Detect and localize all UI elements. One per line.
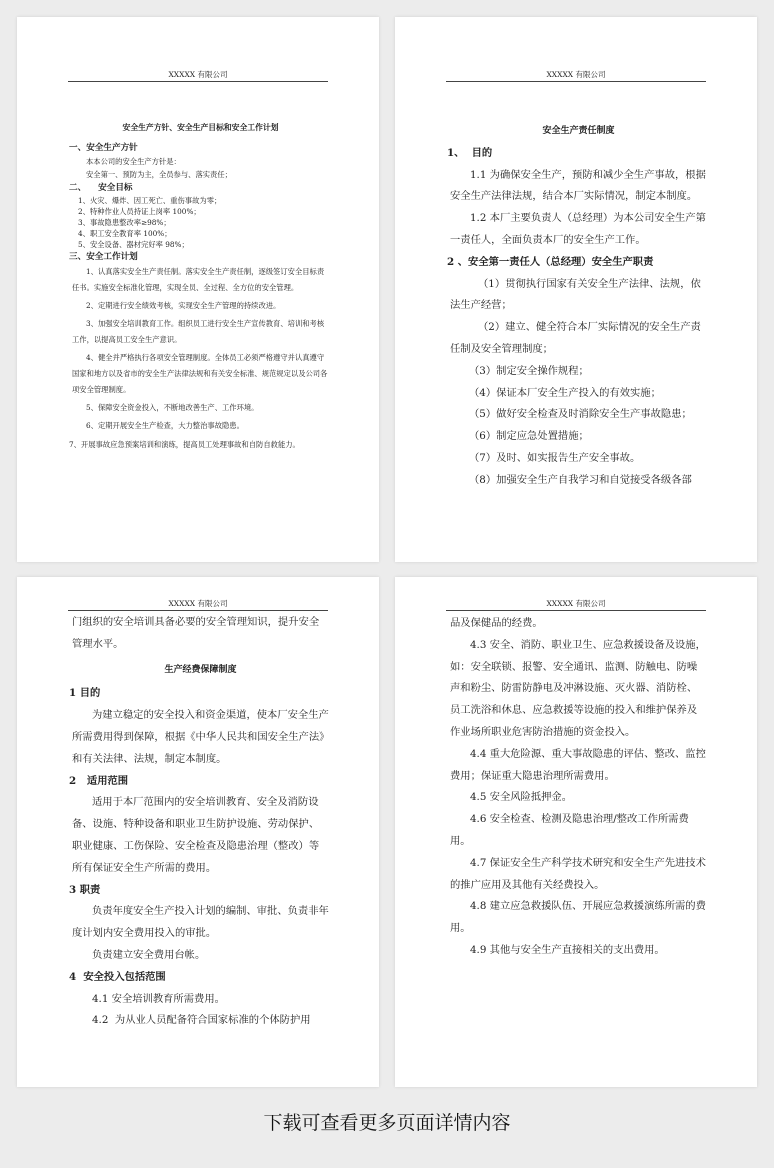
paragraph: 1.1 为确保安全生产，预防和减少全生产事故，根据安全生产法律法规，结合本厂实际情况，制定本制度。 (450, 168, 706, 203)
page-header: XXXXX 有限公司 (68, 69, 328, 82)
paragraph: 为建立稳定的安全投入和资金渠道，使本厂安全生产所需费用得到保障，根据《中华人民共和国安全生产法》和有关法律、法规，制定本制度。 (72, 709, 329, 765)
paragraph: 2、定期进行安全绩效考核，实现安全生产管理的持续改进。 (86, 301, 281, 310)
list-item: 4、职工安全教育率 100%； (78, 229, 172, 238)
section-heading: 2 适用范围 (69, 774, 129, 787)
paragraph: 1.2 本厂主要负责人（总经理）为本公司安全生产第一责任人，全面负责本厂的安全生产工作。 (450, 212, 706, 246)
section-heading: 二、 安全目标 (69, 183, 133, 193)
list-item: （6）制定应急处置措施； (469, 430, 589, 443)
list-item: 1、火灾、爆炸、因工死亡、重伤事故为零； (78, 196, 222, 205)
page-body (450, 613, 707, 962)
paragraph: 门组织的安全培训具备必要的安全管理知识，提升安全管理水平。 (72, 616, 320, 650)
list-item: 3、事故隐患整改率≥98%； (78, 218, 171, 227)
paragraph: 4.2 为从业人员配备符合国家标准的个体防护用 (92, 1014, 311, 1027)
paragraph: 4.8 建立应急救援队伍、开展应急救援演练所需的费用。 (450, 900, 706, 935)
list-item: （4）保证本厂安全生产投入的有效实施； (469, 386, 661, 399)
list-item: （5）做好安全检查及时消除安全生产事故隐患； (469, 408, 692, 421)
section-heading: 1 目的 (69, 687, 101, 700)
section-heading: 3 职责 (69, 883, 101, 896)
section-heading: 三、安全工作计划 (69, 252, 138, 262)
paragraph: 负责建立安全费用台帐。 (92, 948, 206, 961)
paragraph: 5、保障安全资金投入，不断地改善生产、工作环境。 (86, 403, 259, 412)
document-title: 生产经费保障制度 (164, 664, 237, 675)
paragraph: 适用于本厂范围内的安全培训教育、安全及消防设备、设施、特种设备和职业卫生防护设施、劳动保护、职业健康、工伤保险、安全检查及隐患治理（整改）等所有保证安全生产所需的费用。 (72, 796, 320, 874)
list-item: （7）及时、如实报告生产安全事故。 (469, 451, 641, 464)
paragraph: 品及保健品的经费。 (450, 617, 543, 629)
list-item: 2、特种作业人员持证上岗率 100%； (78, 207, 201, 216)
text-line: 本本公司的安全生产方针是： (86, 157, 181, 166)
document-title: 安全生产方针、安全生产目标和安全工作计划 (122, 123, 279, 132)
paragraph: 4.6 安全检查、检测及隐患治理/整改工作所需费用。 (450, 813, 689, 847)
document-title: 安全生产责任制度 (542, 126, 615, 136)
page-body (69, 612, 329, 1032)
paragraph: 4.3 安全、消防、职业卫生、应急救援设备及设施，如：安全联锁、报警、安全通讯、监测、防触电、防噪声和粉尘、防雷防静电及冲淋设施、灭火器、消防栓、员工洗浴和休息、应急救援等设施的投入和维护保养及作业场所职业危害防治措施的资金投入。 (450, 638, 706, 738)
paragraph: 4.4 重大危险源、重大事故隐患的评估、整改、监控费用；保证重大隐患治理所需费用。 (450, 747, 706, 782)
list-item: （1）贯彻执行国家有关安全生产法律、法规，依法生产经营； (450, 277, 701, 312)
document-page-2 (395, 17, 757, 562)
paragraph: 3、加强安全培训教育工作。组织员工进行安全生产宣传教育、培训和考核工作，以提高员工安全生产意识。 (72, 319, 325, 344)
paragraph: 4.7 保证安全生产科学技术研究和安全生产先进技术的推广应用及其他有关经费投入。 (450, 856, 706, 891)
download-caption: 下载可查看更多页面详情内容 (263, 1112, 511, 1134)
list-item: （8）加强安全生产自我学习和自觉接受各级各部 (469, 473, 692, 486)
page-body (69, 121, 329, 454)
paragraph: 7、开展事故应急预案培训和演练，提高员工处理事故和自防自救能力。 (69, 440, 300, 449)
paragraph: 4、健全并严格执行各项安全管理制度。全体员工必须严格遵守并认真遵守国家和地方以及省市的安全生产法律法规和有关安全标准、规范规定以及公司各项安全管理制度。 (72, 353, 328, 394)
list-item: 5、安全设备、器材完好率 98%； (78, 240, 189, 249)
page-body (447, 121, 707, 492)
section-heading: 2 、安全第一责任人（总经理）安全生产职责 (447, 255, 654, 268)
section-heading: 一、安全生产方针 (69, 143, 138, 153)
paragraph: 4.9 其他与安全生产直接相关的支出费用。 (470, 943, 665, 956)
document-page-4 (395, 577, 757, 1087)
list-item: （3）制定安全操作规程； (469, 364, 589, 377)
document-page-3 (17, 577, 379, 1087)
paragraph: 1、认真落实安全生产责任制。落实安全生产责任制，逐级签订安全目标责任书。实施安全标准化管理，实现全员、全过程、全方位的安全管理。 (72, 267, 325, 292)
list-item: （2）建立、健全符合本厂实际情况的安全生产责任制及安全管理制度； (450, 321, 701, 355)
document-page-1 (17, 17, 379, 562)
paragraph: 负责年度安全生产投入计划的编制、审批、负责非年度计划内安全费用投入的审批。 (72, 905, 329, 940)
paragraph: 4.1 安全培训教育所需费用。 (92, 992, 225, 1005)
paragraph: 4.5 安全风险抵押金。 (470, 791, 573, 804)
page-header: XXXXX 有限公司 (446, 598, 706, 611)
page-header: XXXXX 有限公司 (446, 69, 706, 82)
paragraph: 6、定期开展安全生产检查，大力整治事故隐患。 (86, 421, 244, 430)
section-heading: 4 安全投入包括范围 (69, 970, 166, 983)
page-header: XXXXX 有限公司 (68, 598, 328, 611)
text-line: 安全第一、预防为主，全员参与、落实责任； (86, 170, 232, 179)
section-heading: 1、 目的 (447, 146, 493, 159)
